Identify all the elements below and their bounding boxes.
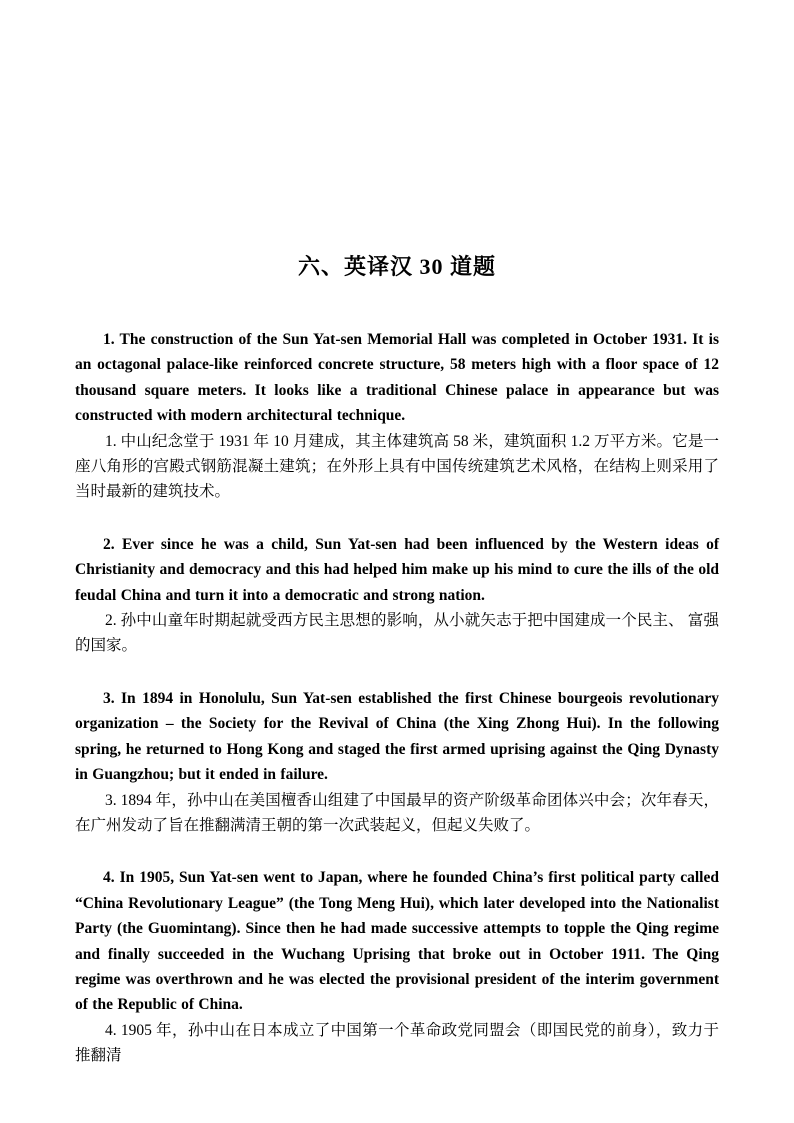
page-title: 六、英译汉 30 道题 [297,254,496,279]
translation-item-3 [75,686,719,838]
translation-item-1 [75,327,719,505]
translation-item-2 [75,532,719,659]
chinese-paragraph-2: 2. 孙中山童年时期起就受西方民主思想的影响，从小就矢志于把中国建成一个民主、 富强的国家。 [75,612,719,655]
chinese-paragraph-4: 4. 1905 年，孙中山在日本成立了中国第一个革命政党同盟会（即国民党的前身），致力于推翻清 [75,1021,719,1065]
chinese-paragraph-1: 1. 中山纪念堂于 1931 年 10 月建成，其主体建筑高 58 米，建筑面积 1.2 万平方米。它是一座八角形的宫殿式钢筋混凝土建筑；在外形上具有中国传统建筑艺术风格，在结构上则采用了当时最新的建筑技术。 [75,432,719,501]
english-paragraph-3: 3. In 1894 in Honolulu, Sun Yat-sen established the first Chinese bourgeois revolutionary organization – the Society for the Revival of China (the Xing Zhong Hui). In the following spring, he returned to Hong Kong and staged the first armed uprising against the Qing Dynasty in Guangzhou; but it ended in failure. [75,689,719,784]
english-paragraph-2: 2. Ever since he was a child, Sun Yat-sen had been influenced by the Western ideas of Christianity and democracy and this had helped him make up his mind to cure the ills of the old feudal China and turn it into a democratic and strong nation. [75,535,719,604]
chinese-paragraph-3: 3. 1894 年，孙中山在美国檀香山组建了中国最早的资产阶级革命团体兴中会；次年春天，在广州发动了旨在推翻满清王朝的第一次武装起义，但起义失败了。 [75,791,719,834]
english-paragraph-4: 4. In 1905, Sun Yat-sen went to Japan, where he founded China’s first political party called “China Revolutionary League” (the Tong Meng Hui), which later developed into the Nationalist Party (the Guomintang). Since then he had made successive attempts to topple the Qing regime and finally succeeded in the Wuchang Uprising that broke out in October 1911. The Qing regime was overthrown and he was elected the provisional president of the interim government of the Republic of China. [75,869,719,1014]
english-paragraph-1: 1. The construction of the Sun Yat-sen Memorial Hall was completed in October 1931. It is an octagonal palace-like reinforced concrete structure, 58 meters high with a floor space of 12 thousand square meters. It looks like a traditional Chinese palace in appearance but was constructed with modern architectural technique. [75,331,719,425]
translation-item-4 [75,865,719,1068]
